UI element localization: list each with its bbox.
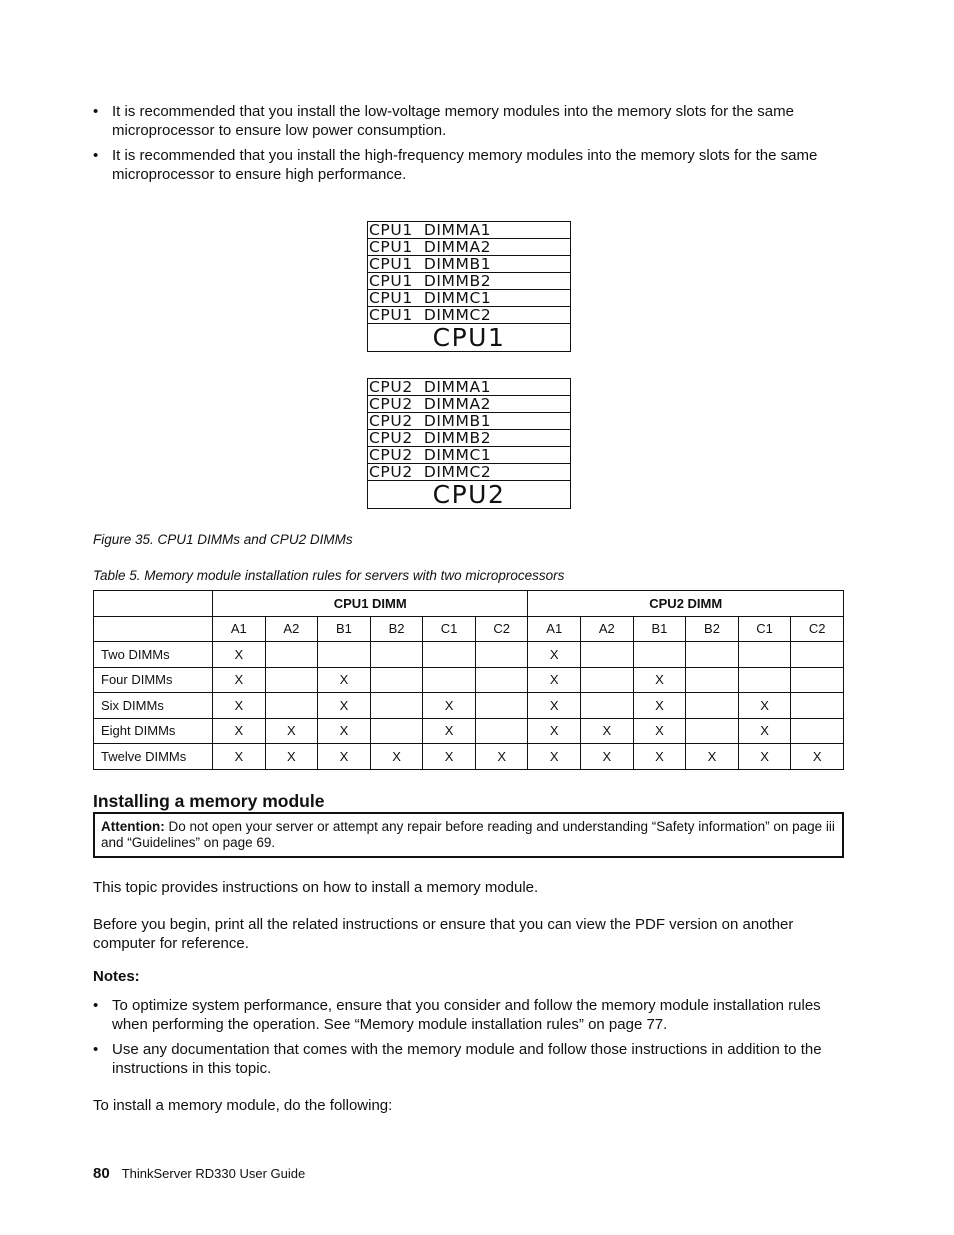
table-cell: X [475,744,528,770]
column-header: A2 [581,616,634,642]
table-cell: X [738,718,791,744]
column-header: C1 [423,616,476,642]
table-cell [265,642,318,668]
row-label: Four DIMMs [94,667,213,693]
cpu1-dimm-diagram [367,221,571,352]
table-row [94,642,844,668]
table-cell: X [528,667,581,693]
notes-label: Notes: [93,968,140,985]
table-cell: X [738,744,791,770]
table-cell [791,642,844,668]
table-caption: Table 5. Memory module installation rules for servers with two microprocessors [93,568,565,583]
table-cell: X [581,718,634,744]
dimm-slot-label: CPU1 DIMMA2 [368,239,570,256]
dimm-slot-label: CPU2 DIMMC1 [368,447,570,464]
table-cell [370,642,423,668]
book-title: ThinkServer RD330 User Guide [121,1166,306,1181]
table-cell: X [633,744,686,770]
table-cell: X [318,718,371,744]
table-header-row [94,591,844,617]
table-cell: X [528,693,581,719]
attention-text: Do not open your server or attempt any repair before reading and understanding “Safety information” on page iii and “Guidelines” on page 69. [101,819,835,850]
table-cell [738,642,791,668]
table-corner-cell [94,591,213,617]
table-cell: X [318,693,371,719]
table-cell [791,667,844,693]
table-cell [423,642,476,668]
column-header: A2 [265,616,318,642]
row-label: Twelve DIMMs [94,744,213,770]
dimm-slot-label: CPU2 DIMMB2 [368,430,570,447]
intro-paragraph: This topic provides instructions on how to install a memory module. [93,879,539,896]
table-row [94,718,844,744]
table-body [94,642,844,770]
dimm-slot-label: CPU2 DIMMA1 [368,379,570,396]
table-cell [581,693,634,719]
table-cell [370,667,423,693]
closing-paragraph: To install a memory module, do the following: [93,1097,393,1114]
table-cell: X [318,744,371,770]
table-cell [686,642,739,668]
table-cell: X [265,744,318,770]
table-cell: X [213,744,266,770]
page-number: 80 [93,1165,110,1182]
row-label: Eight DIMMs [94,718,213,744]
column-header: B1 [633,616,686,642]
dimm-slot-label: CPU1 DIMMC1 [368,290,570,307]
column-header: B2 [370,616,423,642]
row-label: Two DIMMs [94,642,213,668]
table-cell [686,693,739,719]
page-footer [93,1165,305,1182]
table-cell: X [213,667,266,693]
column-header: A1 [528,616,581,642]
section-heading: Installing a memory module [93,791,325,811]
table-cell [475,642,528,668]
table-cell: X [213,718,266,744]
dimm-slot-label: CPU2 DIMMC2 [368,464,570,481]
attention-label: Attention: [101,819,165,834]
table-cell: X [633,693,686,719]
cpu2-dimm-diagram [367,378,571,509]
table-cell [318,642,371,668]
table-cell: X [686,744,739,770]
table-cell: X [528,718,581,744]
list-item: • Use any documentation that comes with the memory module and follow those instructions in addition to the instructions in this topic. [93,1040,843,1078]
table-cell: X [370,744,423,770]
dimm-slot-label: CPU1 DIMMA1 [368,222,570,239]
list-item: • To optimize system performance, ensure that you consider and follow the memory module installation rules when performing the operation. See “Memory module installation rules” on page 77. [93,996,843,1034]
column-header: B1 [318,616,371,642]
table-cell: X [213,693,266,719]
column-header: C2 [475,616,528,642]
cpu1-dimm-header: CPU1 DIMM [213,591,528,617]
column-header: C1 [738,616,791,642]
list-item: • It is recommended that you install the high-frequency memory modules into the memory slots for the same microprocessor to ensure high performance. [93,146,843,184]
before-paragraph: Before you begin, print all the related instructions or ensure that you can view the PDF version on another computer for reference. [93,916,794,952]
cpu-label: CPU2 [432,480,506,509]
table-cell: X [528,744,581,770]
table-cell: X [581,744,634,770]
figure-caption: Figure 35. CPU1 DIMMs and CPU2 DIMMs [93,532,353,547]
table-cell [423,667,476,693]
dimm-slot-label: CPU2 DIMMA2 [368,396,570,413]
dimm-slot-label: CPU2 DIMMB1 [368,413,570,430]
table-cell: X [318,667,371,693]
table-cell [475,718,528,744]
table-cell [791,693,844,719]
table-cell [581,667,634,693]
recommendation-list [93,102,843,190]
column-header: B2 [686,616,739,642]
table-cell: X [423,693,476,719]
table-cell: X [528,642,581,668]
table-column-header-row [94,616,844,642]
table-cell: X [423,718,476,744]
table-corner-cell [94,616,213,642]
cpu2-dimm-header: CPU2 DIMM [528,591,844,617]
table-cell [265,693,318,719]
list-item: • It is recommended that you install the low-voltage memory modules into the memory slots for the same microprocessor to ensure low power consumption. [93,102,843,140]
table-cell [633,642,686,668]
dimm-slot-label: CPU1 DIMMB1 [368,256,570,273]
table-cell [265,667,318,693]
table-cell [686,667,739,693]
dimm-slot-label: CPU1 DIMMC2 [368,307,570,324]
row-label: Six DIMMs [94,693,213,719]
table-cell [475,667,528,693]
table-cell: X [265,718,318,744]
notes-list [93,996,843,1084]
table-cell: X [791,744,844,770]
table-cell: X [633,667,686,693]
column-header: A1 [213,616,266,642]
table-cell [370,718,423,744]
table-cell: X [423,744,476,770]
table-cell: X [213,642,266,668]
attention-notice [93,812,844,858]
dimm-slot-label: CPU1 DIMMB2 [368,273,570,290]
table-cell [738,667,791,693]
table-cell [581,642,634,668]
table-row [94,693,844,719]
table-cell [370,693,423,719]
cpu-label: CPU1 [432,323,506,352]
memory-rules-table [93,590,844,770]
table-cell [475,693,528,719]
table-row [94,744,844,770]
table-cell [686,718,739,744]
column-header: C2 [791,616,844,642]
table-cell: X [633,718,686,744]
table-cell: X [738,693,791,719]
table-cell [791,718,844,744]
table-row [94,667,844,693]
